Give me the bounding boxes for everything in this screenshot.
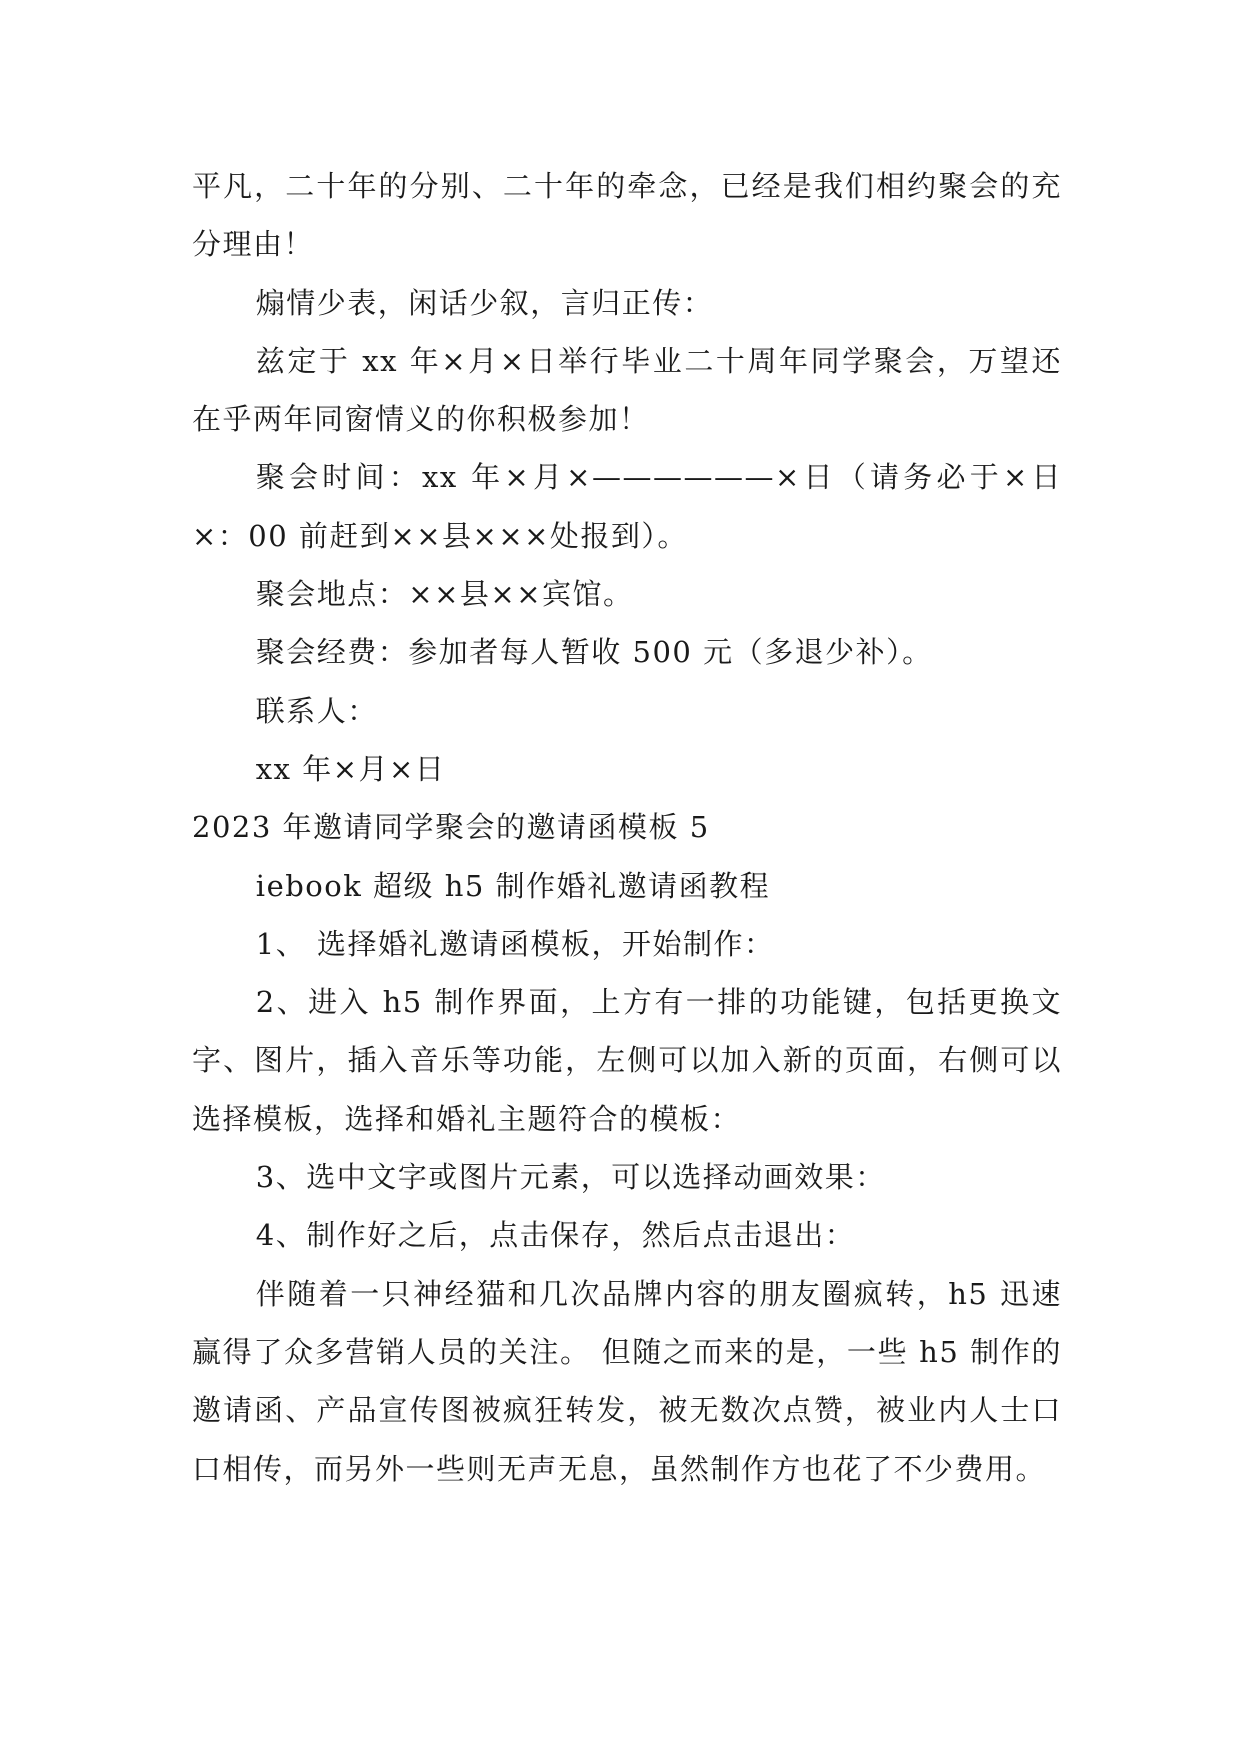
paragraph-4: 聚会时间：xx 年×月×——————×日（请务必于×日×：00 前赶到××县×××处报到）。 (192, 460, 1062, 553)
paragraph-14: 4、制作好之后，点击保存，然后点击退出： (255, 1218, 856, 1253)
paragraph-13: 3、选中文字或图片元素，可以选择动画效果： (255, 1160, 886, 1195)
paragraph-12: 2、进入 h5 制作界面，上方有一排的功能键，包括更换文字、图片，插入音乐等功能，左侧可以加入新的页面，右侧可以选择模板，选择和婚礼主题符合的模板： (192, 985, 1062, 1136)
paragraph-10: iebook 超级 h5 制作婚礼邀请函教程 (255, 868, 771, 903)
paragraph-3: 兹定于 xx 年×月×日举行毕业二十周年同学聚会，万望还在乎两年同窗情义的你积极参加！ (192, 343, 1062, 437)
paragraph-7: 联系人： (255, 693, 378, 728)
paragraph-5: 聚会地点：××县××宾馆。 (255, 577, 634, 612)
paragraph-15: 伴随着一只神经猫和几次品牌内容的朋友圈疯转，h5 迅速赢得了众多营销人员的关注。 但随之而来的是，一些 h5 制作的邀请函、产品宣传图被疯狂转发，被无数次点赞，被业内人士口口相传，而另外一些则无声无息，虽然制作方也花了不少费用。 (192, 1276, 1062, 1486)
paragraph-1: 平凡，二十年的分别、二十年的牵念，已经是我们相约聚会的充分理由！ (192, 169, 1062, 262)
paragraph-8: xx 年×月×日 (255, 751, 446, 786)
paragraph-6: 聚会经费：参加者每人暂收 500 元（多退少补）。 (255, 635, 933, 670)
document-page (192, 157, 1062, 1498)
paragraph-11: 1、 选择婚礼邀请函模板，开始制作： (255, 926, 775, 961)
section-heading: 2023 年邀请同学聚会的邀请函模板 5 (192, 810, 710, 845)
paragraph-2: 煽情少表，闲话少叙，言归正传： (255, 285, 714, 320)
